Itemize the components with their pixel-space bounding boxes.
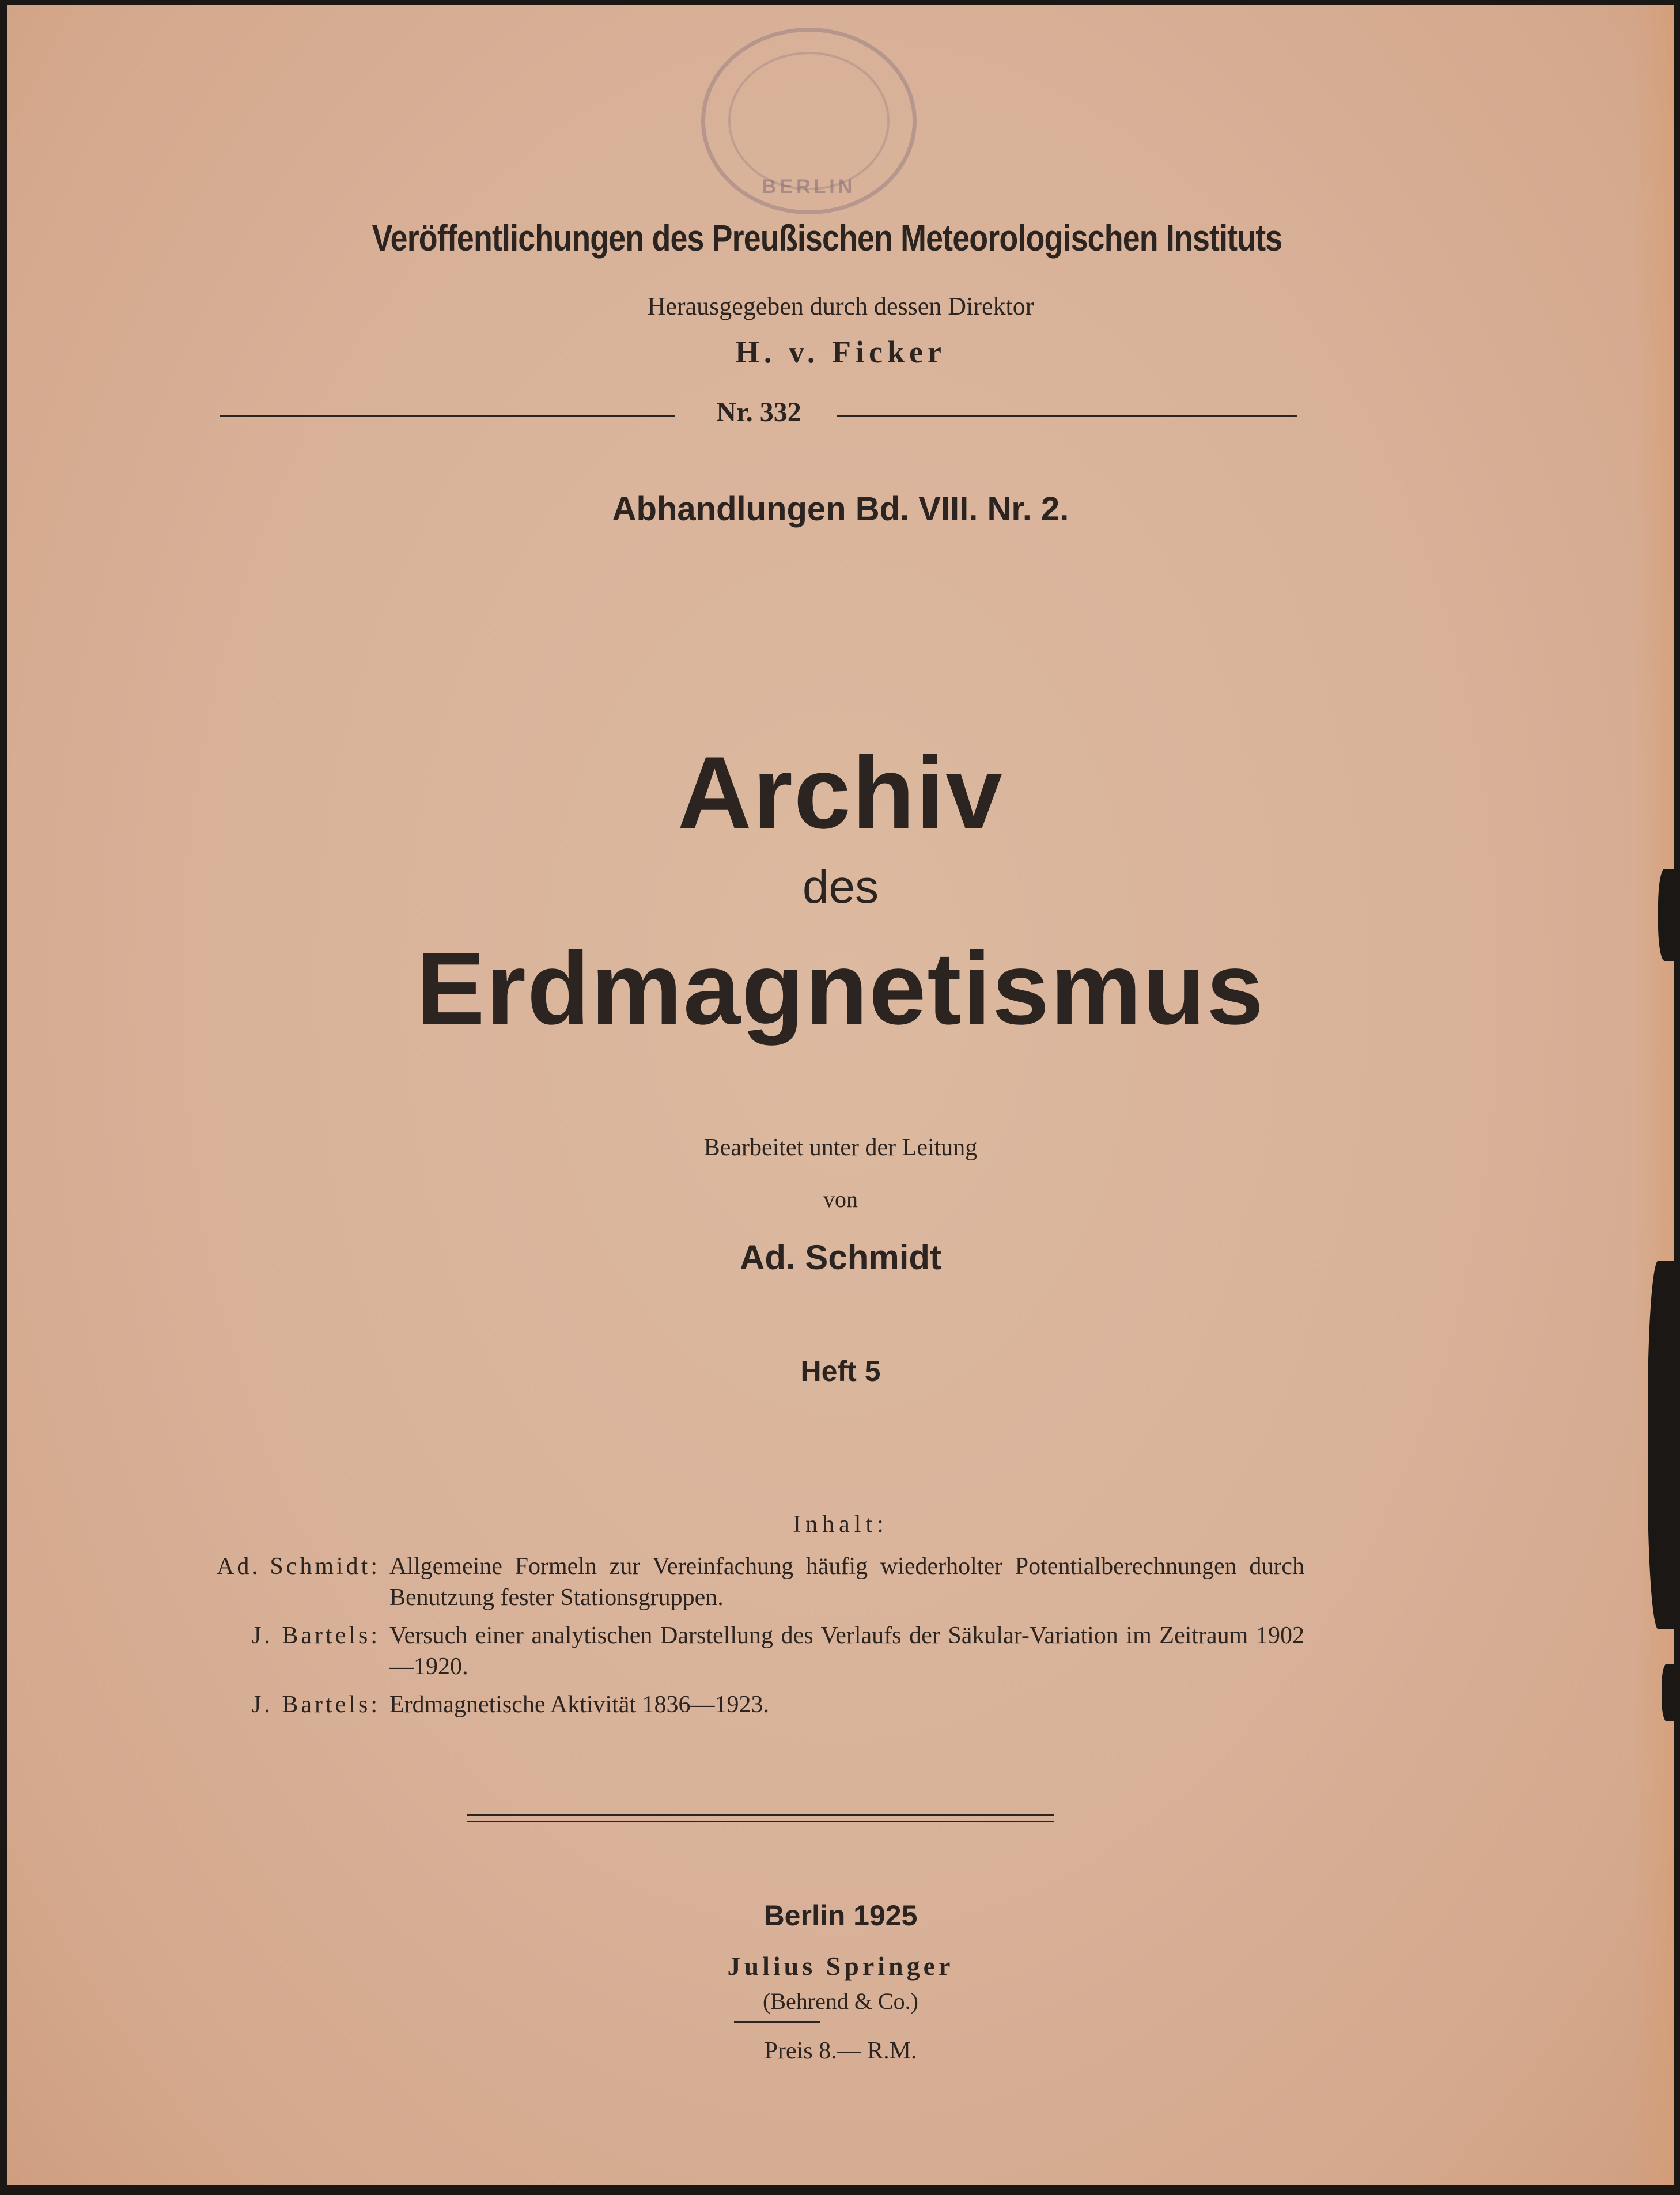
page-tear	[1662, 1664, 1674, 1721]
stamp-text: BERLIN	[762, 176, 856, 198]
short-rule	[734, 2021, 820, 2023]
double-rule-bottom	[467, 1821, 1054, 1822]
library-stamp	[701, 28, 917, 214]
page-edge-discoloration	[1634, 5, 1674, 2185]
right-rule	[837, 415, 1297, 417]
contents-entry	[210, 1689, 1304, 1720]
contents-entry	[210, 1551, 1304, 1613]
place-year: Berlin 1925	[763, 1899, 918, 1932]
main-title-line-3: Erdmagnetismus	[416, 931, 1265, 1046]
title-page	[7, 5, 1674, 2185]
entry-title: Erdmagnetische Aktivität 1836—1923.	[389, 1691, 770, 1718]
entry-author: Ad. Schmidt:	[216, 1553, 380, 1580]
entry-author: J. Bartels:	[252, 1622, 380, 1649]
main-title-line-1: Archiv	[678, 735, 1004, 850]
entry-title: Versuch einer analytischen Darstellung des Verlaufs der Säkular-Variation im Zeitraum 1902—1920.	[389, 1622, 1304, 1680]
entry-title: Allgemeine Formeln zur Vereinfachung häufig wiederholter Potentialberechnungen durch Benutzung fester Stationsgruppen.	[389, 1553, 1304, 1611]
bearbeitet-line: Bearbeitet unter der Leitung	[703, 1134, 978, 1161]
entry-author: J. Bartels:	[252, 1691, 380, 1718]
heft-number: Heft 5	[800, 1355, 881, 1387]
main-title-line-2: des	[802, 861, 879, 913]
double-rule-top	[467, 1814, 1054, 1816]
issue-number: Nr. 332	[716, 397, 801, 427]
contents-heading: Inhalt:	[793, 1511, 888, 1538]
contents-list	[210, 1551, 1304, 1727]
contents-entry	[210, 1620, 1304, 1682]
publisher: Julius Springer	[727, 1951, 954, 1981]
price: Preis 8.— R.M.	[764, 2038, 917, 2064]
abhandlungen-line: Abhandlungen Bd. VIII. Nr. 2.	[612, 490, 1069, 528]
number-row	[220, 396, 1297, 437]
page-tear	[1648, 1261, 1674, 1629]
editor-line: Herausgegeben durch dessen Direktor	[647, 292, 1034, 320]
von-line: von	[823, 1186, 858, 1212]
publisher-sub: (Behrend & Co.)	[763, 1988, 918, 2014]
editor-name: H. v. Ficker	[735, 335, 946, 369]
series-title: Veröffentlichungen des Preußischen Meteorologischen Instituts	[372, 217, 1282, 259]
author-name: Ad. Schmidt	[739, 1238, 941, 1277]
